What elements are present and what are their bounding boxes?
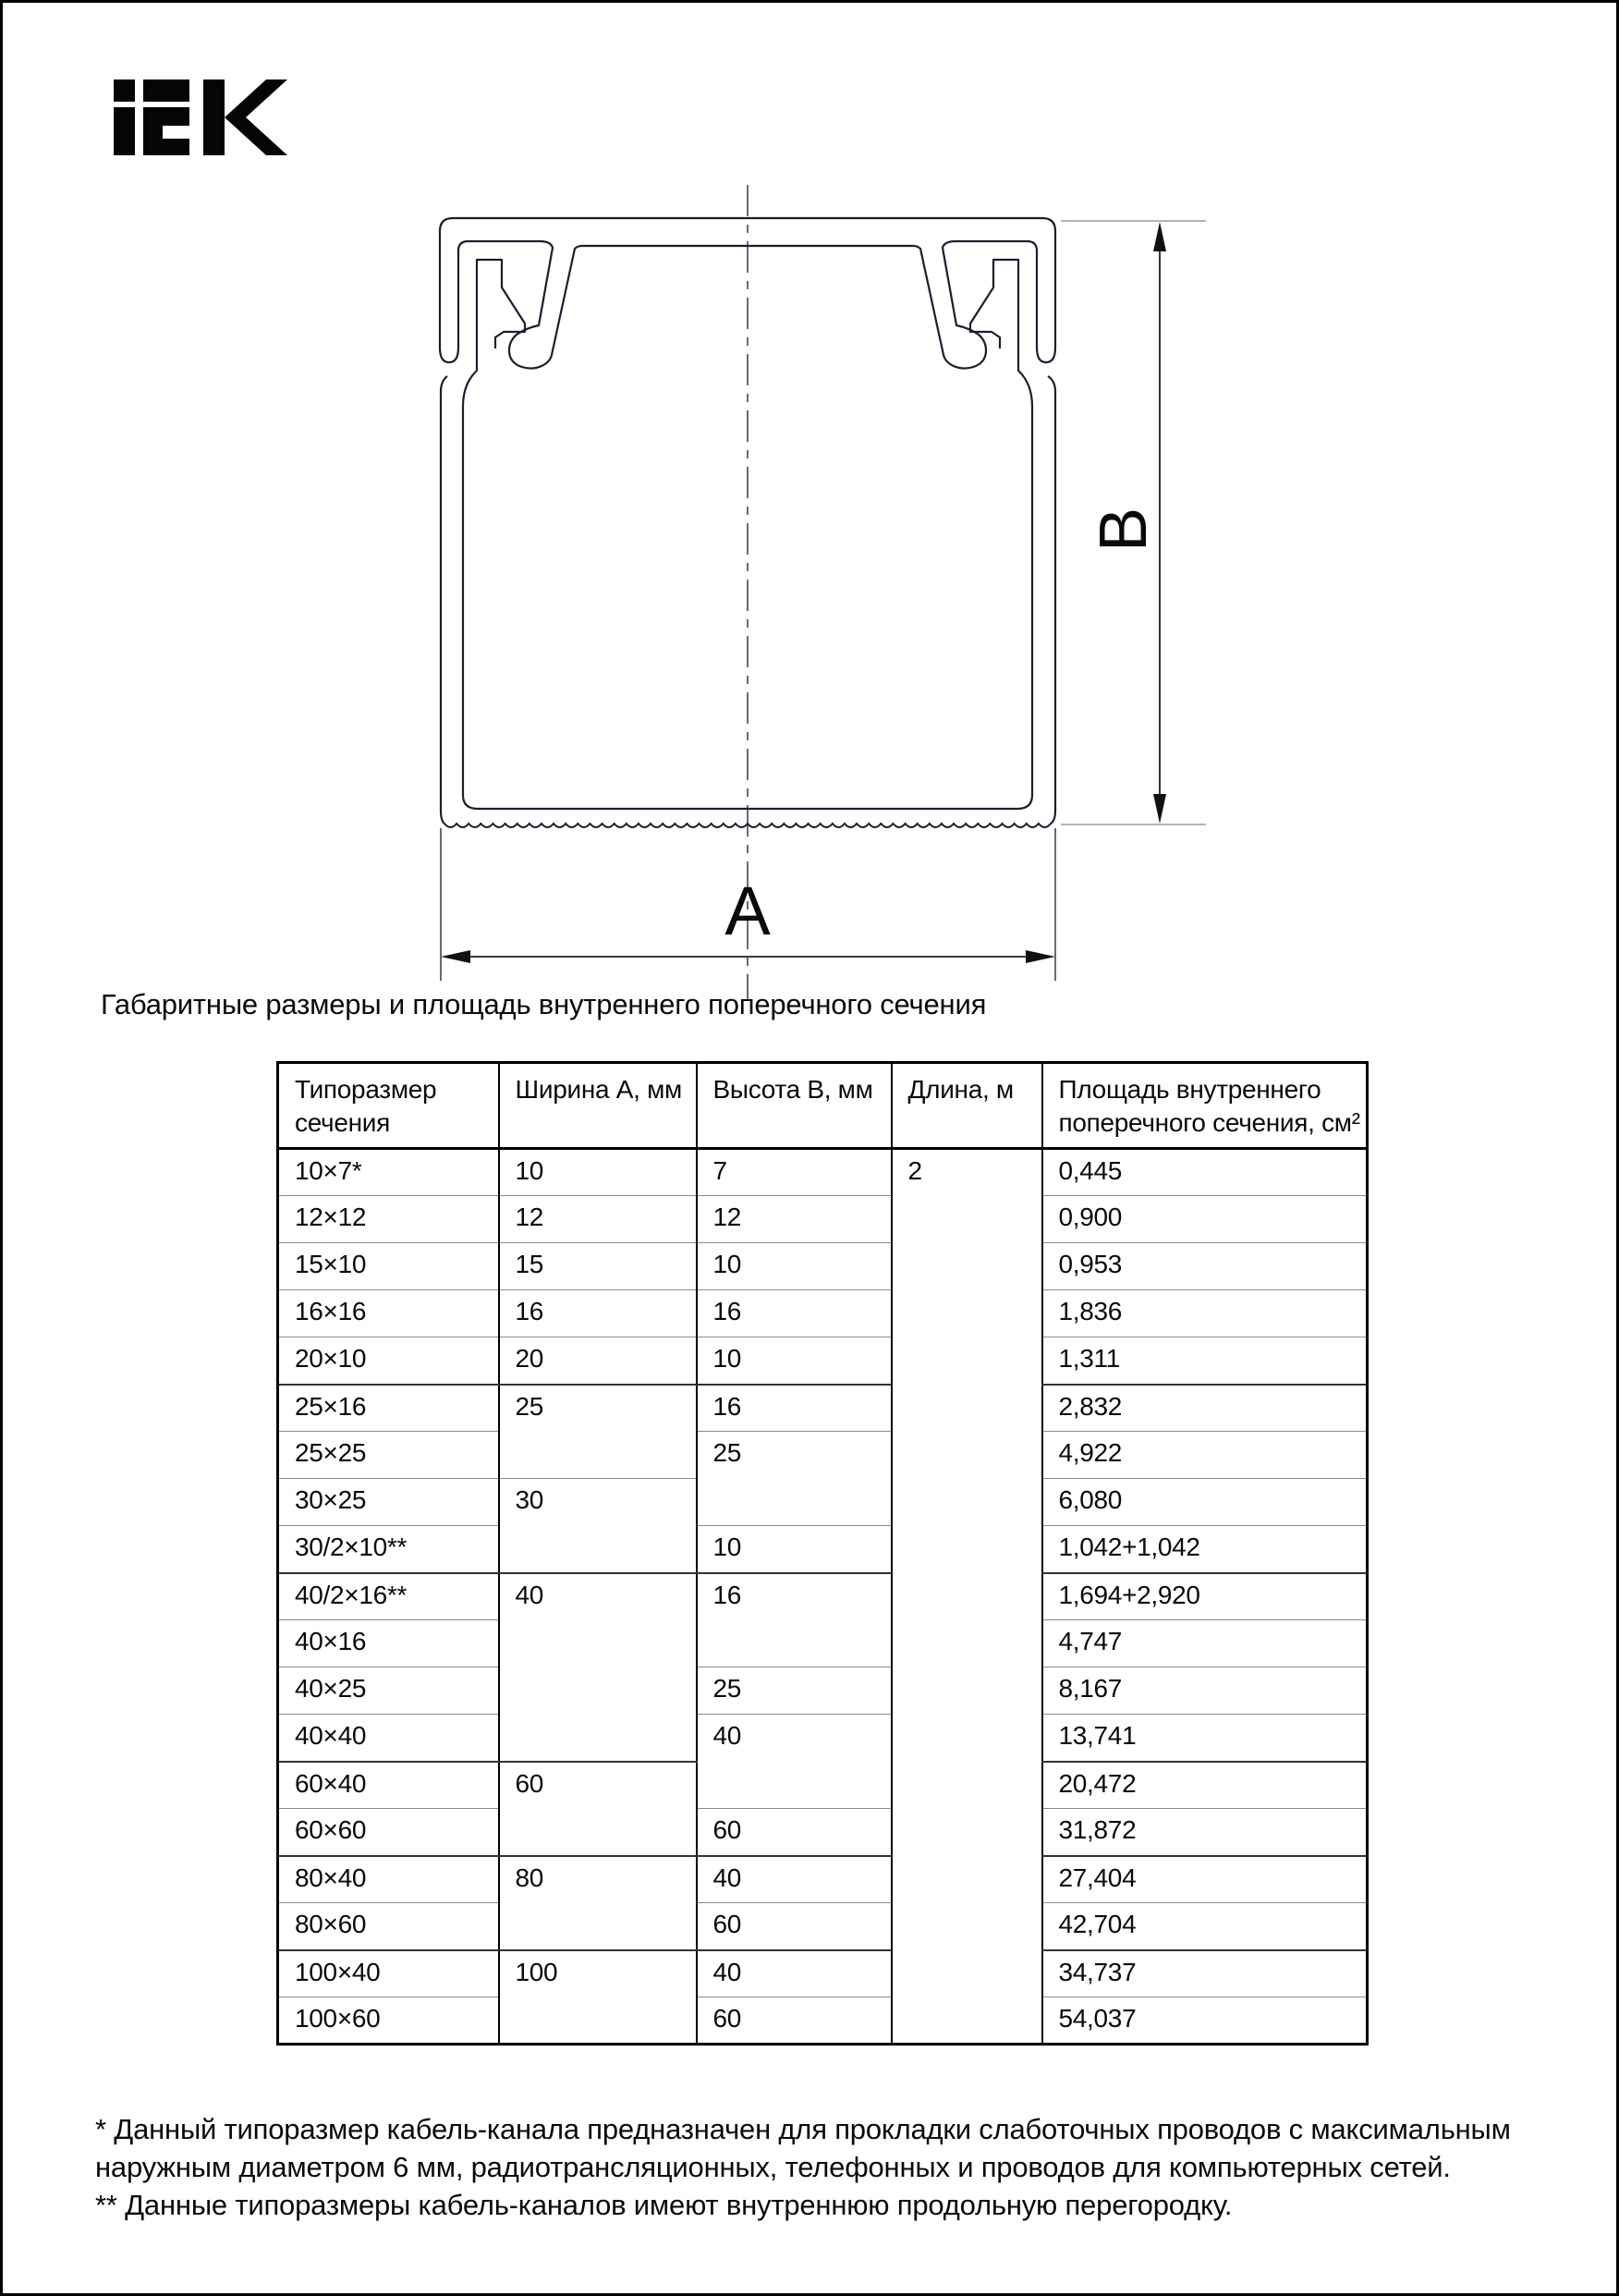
cell-width-a: 60 bbox=[499, 1762, 697, 1856]
header-area bbox=[1042, 1063, 1368, 1149]
cell-area: 0,900 bbox=[1042, 1196, 1368, 1243]
cell-area: 1,694+2,920 bbox=[1042, 1573, 1368, 1620]
cell-area: 27,404 bbox=[1042, 1856, 1368, 1903]
table-row bbox=[278, 1950, 1368, 1997]
profile-lid-outline bbox=[440, 218, 1055, 369]
profile-base-inner-left bbox=[463, 260, 748, 809]
cell-height-b: 60 bbox=[697, 1997, 892, 2045]
cell-width-a: 40 bbox=[499, 1573, 697, 1762]
profile-base-inner-right bbox=[748, 260, 1032, 809]
cell-height-b: 16 bbox=[697, 1573, 892, 1667]
cell-size: 15×10 bbox=[278, 1243, 499, 1290]
header-height: Высота В, мм bbox=[697, 1063, 892, 1149]
cell-size: 100×60 bbox=[278, 1997, 499, 2045]
dim-width-label: A bbox=[724, 873, 771, 949]
cell-size: 40/2×16** bbox=[278, 1573, 499, 1620]
cell-size: 100×40 bbox=[278, 1950, 499, 1997]
a-arrow-right-icon bbox=[1026, 950, 1055, 963]
cell-area: 54,037 bbox=[1042, 1997, 1368, 2045]
header-size: Типоразмер сечения bbox=[278, 1063, 499, 1149]
table-row bbox=[278, 1337, 1368, 1385]
table-row bbox=[278, 1809, 1368, 1856]
a-arrow-left-icon bbox=[441, 950, 470, 963]
table-row bbox=[278, 1997, 1368, 2045]
cell-size: 30/2×10** bbox=[278, 1526, 499, 1573]
cell-length: 2 bbox=[892, 1149, 1042, 2045]
cell-size: 30×25 bbox=[278, 1479, 499, 1526]
cell-width-a: 80 bbox=[499, 1856, 697, 1950]
cell-width-a: 16 bbox=[499, 1290, 697, 1337]
logo-k-lower-arm bbox=[225, 117, 287, 155]
cell-height-b: 10 bbox=[697, 1526, 892, 1573]
cell-height-b: 7 bbox=[697, 1149, 892, 1196]
header-area-line2: поперечного сечения, см² bbox=[1058, 1108, 1360, 1137]
dim-height-label: B bbox=[1087, 507, 1161, 553]
cell-width-a: 12 bbox=[499, 1196, 697, 1243]
cell-width-a: 10 bbox=[499, 1149, 697, 1196]
footnote-single-asterisk: * Данный типоразмер кабель-канала предназначен для прокладки слаботочных проводов с максимальным наружным диаметром 6 мм, радиотрансляционных, телефонных и проводов для компьютерных сетей. bbox=[95, 2113, 1511, 2183]
table-row bbox=[278, 1526, 1368, 1573]
header-area-line1: Площадь внутреннего bbox=[1058, 1075, 1321, 1104]
logo-e-top-bar bbox=[143, 79, 189, 102]
cell-area: 34,737 bbox=[1042, 1950, 1368, 1997]
logo-i-dot bbox=[114, 79, 135, 102]
table-header bbox=[278, 1063, 1368, 1149]
cell-area: 1,836 bbox=[1042, 1290, 1368, 1337]
cell-size: 60×40 bbox=[278, 1762, 499, 1809]
cell-size: 25×25 bbox=[278, 1432, 499, 1479]
table-row bbox=[278, 1573, 1368, 1620]
cell-width-a: 30 bbox=[499, 1479, 697, 1573]
cell-size: 40×16 bbox=[278, 1620, 499, 1667]
cell-area: 4,747 bbox=[1042, 1620, 1368, 1667]
table-row bbox=[278, 1196, 1368, 1243]
cell-size: 40×40 bbox=[278, 1715, 499, 1762]
footnotes bbox=[95, 2110, 1574, 2224]
table-row bbox=[278, 1715, 1368, 1762]
cell-area: 0,445 bbox=[1042, 1149, 1368, 1196]
cell-width-a: 100 bbox=[499, 1950, 697, 2045]
cell-size: 20×10 bbox=[278, 1337, 499, 1385]
cell-size: 80×40 bbox=[278, 1856, 499, 1903]
cell-height-b: 25 bbox=[697, 1667, 892, 1715]
cell-area: 2,832 bbox=[1042, 1385, 1368, 1432]
footnote-double-asterisk: ** Данные типоразмеры кабель-каналов имеют внутреннюю продольную перегородку. bbox=[95, 2189, 1233, 2221]
cell-area: 31,872 bbox=[1042, 1809, 1368, 1856]
cell-area: 6,080 bbox=[1042, 1479, 1368, 1526]
cell-area: 1,311 bbox=[1042, 1337, 1368, 1385]
table-row bbox=[278, 1243, 1368, 1290]
cell-size: 40×25 bbox=[278, 1667, 499, 1715]
logo-k-upper-arm bbox=[225, 79, 287, 117]
cell-width-a: 15 bbox=[499, 1243, 697, 1290]
table-row bbox=[278, 1667, 1368, 1715]
logo-i-body bbox=[114, 107, 135, 155]
cell-area: 20,472 bbox=[1042, 1762, 1368, 1809]
cell-area: 4,922 bbox=[1042, 1432, 1368, 1479]
cell-height-b: 10 bbox=[697, 1337, 892, 1385]
cell-area: 13,741 bbox=[1042, 1715, 1368, 1762]
cell-size: 16×16 bbox=[278, 1290, 499, 1337]
cell-height-b: 60 bbox=[697, 1903, 892, 1950]
cell-height-b: 10 bbox=[697, 1243, 892, 1290]
cell-height-b: 40 bbox=[697, 1950, 892, 1997]
table-row bbox=[278, 1385, 1368, 1432]
table-row bbox=[278, 1149, 1368, 1196]
cell-height-b: 16 bbox=[697, 1385, 892, 1432]
cell-size: 25×16 bbox=[278, 1385, 499, 1432]
logo-e-body bbox=[143, 107, 189, 155]
table-row bbox=[278, 1290, 1368, 1337]
cell-area: 8,167 bbox=[1042, 1667, 1368, 1715]
section-title: Габаритные размеры и площадь внутреннего поперечного сечения bbox=[101, 988, 987, 1020]
header-width: Ширина А, мм bbox=[499, 1063, 697, 1149]
header-length: Длина, м bbox=[892, 1063, 1042, 1149]
dimensions-table bbox=[276, 1061, 1369, 2046]
cell-width-a: 20 bbox=[499, 1337, 697, 1385]
cell-height-b: 16 bbox=[697, 1290, 892, 1337]
cell-height-b: 40 bbox=[697, 1715, 892, 1809]
table-row bbox=[278, 1856, 1368, 1903]
table-row bbox=[278, 1432, 1368, 1479]
cell-area: 42,704 bbox=[1042, 1903, 1368, 1950]
cable-channel-cross-section-drawing bbox=[400, 178, 1232, 1010]
cell-size: 60×60 bbox=[278, 1809, 499, 1856]
cell-area: 1,042+1,042 bbox=[1042, 1526, 1368, 1573]
table-row bbox=[278, 1903, 1368, 1950]
iek-logo-icon bbox=[109, 75, 294, 160]
cell-size: 80×60 bbox=[278, 1903, 499, 1950]
b-arrow-down-icon bbox=[1153, 794, 1166, 824]
cell-size: 10×7* bbox=[278, 1149, 499, 1196]
cell-height-b: 12 bbox=[697, 1196, 892, 1243]
b-arrow-up-icon bbox=[1153, 222, 1166, 251]
cell-height-b: 60 bbox=[697, 1809, 892, 1856]
cell-area: 0,953 bbox=[1042, 1243, 1368, 1290]
cell-height-b: 40 bbox=[697, 1856, 892, 1903]
cell-size: 12×12 bbox=[278, 1196, 499, 1243]
logo-k-stem bbox=[203, 79, 225, 155]
cell-height-b: 25 bbox=[697, 1432, 892, 1526]
cell-width-a: 25 bbox=[499, 1385, 697, 1479]
